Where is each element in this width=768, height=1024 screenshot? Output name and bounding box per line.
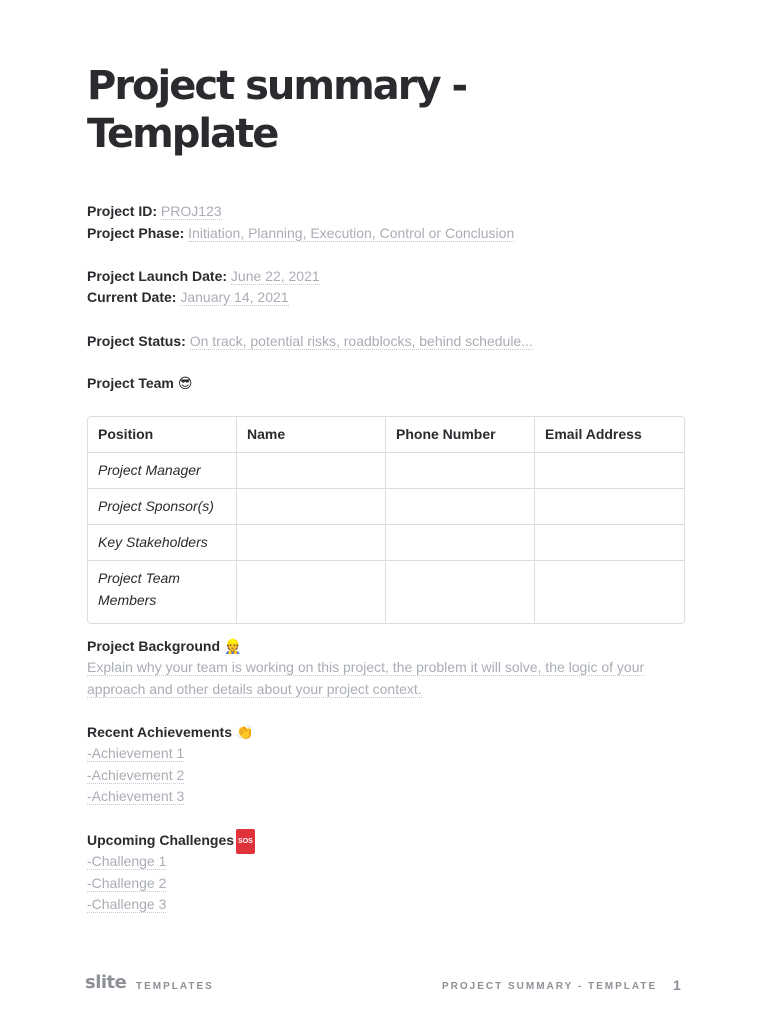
position-cell[interactable]: Project Sponsor(s)	[88, 489, 237, 525]
column-header: Name	[237, 417, 386, 453]
title-line-2: Template	[87, 111, 278, 157]
list-item[interactable]	[87, 894, 166, 916]
current-date-label: Current Date:	[87, 289, 177, 305]
launch-date-label: Project Launch Date:	[87, 268, 228, 284]
footer-templates-label: TEMPLATES	[136, 981, 214, 992]
challenge-text: -Challenge 3	[87, 896, 167, 912]
phone-cell[interactable]	[386, 453, 535, 489]
challenge-text: -Challenge 2	[87, 874, 167, 891]
project-phase-label: Project Phase:	[87, 225, 185, 241]
team-heading-text: Project Team	[87, 375, 174, 391]
current-date-value[interactable]: January 14, 2021	[180, 289, 289, 305]
challenge-text: -Challenge 1	[87, 853, 167, 869]
team-heading	[87, 373, 193, 395]
table-header-row	[88, 417, 684, 453]
sunglasses-icon: 😎	[177, 376, 193, 392]
project-id-label: Project ID:	[87, 203, 158, 219]
achievements-list	[87, 743, 184, 808]
list-item[interactable]	[87, 765, 184, 787]
footer-document-name: PROJECT SUMMARY - TEMPLATE	[442, 981, 658, 992]
table-row	[88, 561, 684, 623]
current-date-row	[87, 287, 289, 308]
email-cell[interactable]	[535, 525, 684, 561]
phone-cell[interactable]	[386, 489, 535, 525]
sos-icon: SOS	[236, 829, 255, 854]
launch-date-value[interactable]: June 22, 2021	[230, 268, 320, 284]
achievement-text: -Achievement 2	[87, 766, 185, 783]
list-item[interactable]	[87, 786, 184, 808]
list-item[interactable]	[87, 873, 166, 895]
page-title	[87, 62, 647, 158]
list-item[interactable]	[87, 851, 166, 873]
project-status-label: Project Status:	[87, 333, 186, 349]
project-phase-row	[87, 223, 514, 244]
challenges-list	[87, 851, 166, 916]
email-cell[interactable]	[535, 489, 684, 525]
slite-logo: slite	[85, 972, 127, 993]
list-item[interactable]	[87, 743, 184, 765]
name-cell[interactable]	[237, 489, 386, 525]
email-cell[interactable]	[535, 453, 684, 489]
background-text[interactable]	[87, 657, 683, 700]
name-cell[interactable]	[237, 525, 386, 561]
position-cell[interactable]: Project Team Members	[88, 561, 237, 623]
name-cell[interactable]	[237, 561, 386, 623]
background-placeholder: Explain why your team is working on this project, the problem it will solve, the logic of your approach and other details about your project context.	[87, 659, 645, 697]
email-cell[interactable]	[535, 561, 684, 623]
achievement-text: -Achievement 3	[87, 788, 185, 804]
construction-worker-icon: 👷	[224, 639, 242, 655]
achievement-text: -Achievement 1	[87, 745, 185, 761]
clapping-hands-icon: 👏	[235, 725, 254, 741]
name-cell[interactable]	[237, 453, 386, 489]
achievements-heading	[87, 722, 253, 744]
title-line-1: Project summary -	[87, 63, 467, 109]
team-table	[87, 416, 685, 624]
project-status-row	[87, 331, 533, 352]
background-heading-text: Project Background	[87, 638, 221, 654]
challenges-heading-text: Upcoming Challenges	[87, 832, 235, 848]
project-phase-value[interactable]: Initiation, Planning, Execution, Control or Conclusion	[188, 225, 515, 241]
table-row	[88, 525, 684, 561]
project-id-value[interactable]: PROJ123	[160, 203, 222, 219]
phone-cell[interactable]	[386, 561, 535, 623]
background-heading	[87, 636, 241, 658]
project-status-value[interactable]: On track, potential risks, roadblocks, behind schedule...	[189, 333, 533, 349]
column-header: Phone Number	[386, 417, 535, 453]
page-number: 1	[673, 977, 681, 993]
achievements-heading-text: Recent Achievements	[87, 724, 232, 740]
position-cell[interactable]: Project Manager	[88, 453, 237, 489]
table-row	[88, 453, 684, 489]
position-cell[interactable]: Key Stakeholders	[88, 525, 237, 561]
table-row	[88, 489, 684, 525]
column-header: Email Address	[535, 417, 684, 453]
launch-date-row	[87, 266, 320, 287]
column-header: Position	[88, 417, 237, 453]
phone-cell[interactable]	[386, 525, 535, 561]
project-id-row	[87, 201, 222, 222]
